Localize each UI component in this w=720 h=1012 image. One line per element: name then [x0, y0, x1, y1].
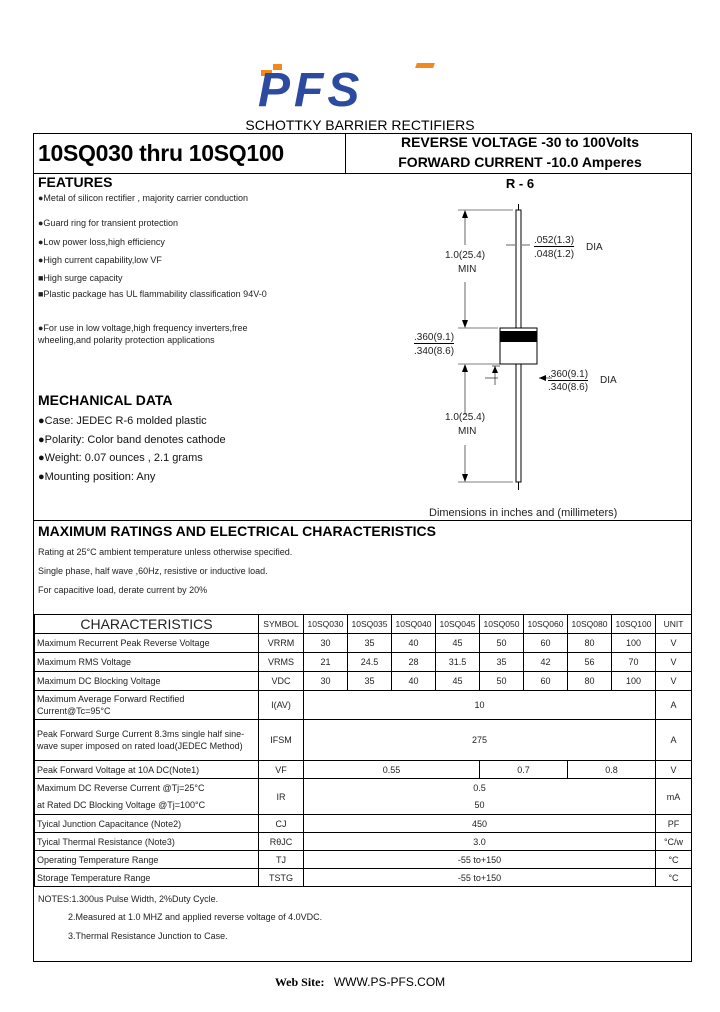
row-value: 50 — [304, 797, 656, 815]
header-model: 10SQ035 — [348, 615, 392, 634]
row-unit: V — [656, 672, 692, 691]
row-label: Maximum RMS Voltage — [35, 653, 259, 672]
feature-item: ●For use in low voltage,high frequency inverters,free wheeling,and polarity protection applications — [38, 323, 248, 345]
header-model: 10SQ100 — [612, 615, 656, 634]
ratings-table — [34, 614, 692, 887]
row-value: 0.5 — [304, 779, 656, 797]
lead2-length-top: 1.0(25.4) — [445, 412, 486, 423]
table-row — [35, 833, 692, 851]
row-unit: °C/w — [656, 833, 692, 851]
row-value: 56 — [568, 653, 612, 672]
row-value: 40 — [392, 634, 436, 653]
footnote: NOTES:1.300us Pulse Width, 2%Duty Cycle. — [38, 894, 219, 904]
body-dia-min: .340(8.6) — [548, 382, 589, 393]
row-value: 70 — [612, 653, 656, 672]
row-value: 45 — [436, 672, 480, 691]
row-symbol: CJ — [259, 815, 304, 833]
row-symbol: IR — [259, 779, 304, 815]
table-row — [35, 720, 692, 761]
website-footer — [0, 975, 720, 990]
row-label: Maximum DC Reverse Current @Tj=25°C — [35, 779, 259, 797]
footnote: 2.Measured at 1.0 MHZ and applied reverse voltage of 4.0VDC. — [68, 912, 323, 922]
row-label: Tyical Thermal Resistance (Note3) — [35, 833, 259, 851]
mechanical-item: ●Mounting position: Any — [38, 471, 156, 483]
forward-current-spec: FORWARD CURRENT -10.0 Amperes — [398, 154, 642, 170]
row-value: 35 — [348, 672, 392, 691]
table-row — [35, 779, 692, 797]
row-value: 10 — [304, 691, 656, 720]
row-unit: A — [656, 691, 692, 720]
website-label: Web Site: — [274, 975, 325, 989]
feature-item: ●Guard ring for transient protection — [38, 218, 179, 228]
row-unit: PF — [656, 815, 692, 833]
row-value: 40 — [392, 672, 436, 691]
row-symbol: TSTG — [259, 869, 304, 887]
row-value: 275 — [304, 720, 656, 761]
row-label: Storage Temperature Range — [35, 869, 259, 887]
row-unit: °C — [656, 869, 692, 887]
row-value: -55 to+150 — [304, 869, 656, 887]
row-value: 450 — [304, 815, 656, 833]
table-row — [35, 851, 692, 869]
body-dia-max: .360(9.1) — [548, 369, 589, 380]
website-url[interactable]: WWW.PS-PFS.COM — [333, 975, 446, 989]
body-length-min: .340(8.6) — [414, 346, 455, 357]
reverse-voltage-spec: REVERSE VOLTAGE -30 to 100Volts — [400, 134, 640, 150]
lead2-length-min: MIN — [458, 426, 477, 437]
pfs-logo — [258, 60, 440, 110]
row-value: 21 — [304, 653, 348, 672]
dimensions-caption: Dimensions in inches and (millimeters) — [429, 507, 618, 519]
lead-dia-label: DIA — [586, 242, 603, 253]
diode-outline-drawing — [380, 190, 680, 500]
header-model: 10SQ080 — [568, 615, 612, 634]
row-unit: mA — [656, 779, 692, 815]
row-symbol: VRRM — [259, 634, 304, 653]
row-value: 30 — [304, 634, 348, 653]
row-value: 100 — [612, 634, 656, 653]
table-row — [35, 653, 692, 672]
pfs-logo-graphic — [258, 60, 440, 110]
row-value: 80 — [568, 634, 612, 653]
feature-item: ●Low power loss,high efficiency — [38, 237, 165, 247]
table-header-row — [35, 615, 692, 634]
ratings-note: Rating at 25°C ambient temperature unless otherwise specified. — [38, 547, 293, 557]
mechanical-heading: MECHANICAL DATA — [38, 392, 173, 408]
row-value: 28 — [392, 653, 436, 672]
svg-text:PFS: PFS — [258, 64, 364, 110]
body-length-max: .360(9.1) — [414, 332, 455, 343]
row-value: 50 — [480, 672, 524, 691]
row-value: 0.8 — [568, 761, 656, 779]
mechanical-item: ●Polarity: Color band denotes cathode — [38, 434, 226, 446]
part-range-title: 10SQ030 thru 10SQ100 — [38, 140, 284, 166]
table-row — [35, 691, 692, 720]
package-label: R - 6 — [505, 176, 535, 191]
ratings-divider — [33, 520, 692, 521]
row-symbol: VDC — [259, 672, 304, 691]
row-value: 100 — [612, 672, 656, 691]
document-subtitle: SCHOTTKY BARRIER RECTIFIERS — [245, 117, 475, 133]
header-unit: UNIT — [656, 615, 692, 634]
row-label: Operating Temperature Range — [35, 851, 259, 869]
row-value: 35 — [480, 653, 524, 672]
header-model: 10SQ060 — [524, 615, 568, 634]
row-value: 42 — [524, 653, 568, 672]
row-value: 50 — [480, 634, 524, 653]
row-value: -55 to+150 — [304, 851, 656, 869]
lead-dia-max: .052(1.3) — [534, 235, 575, 246]
table-row — [35, 869, 692, 887]
row-value: 60 — [524, 634, 568, 653]
ratings-heading: MAXIMUM RATINGS AND ELECTRICAL CHARACTERISTICS — [38, 523, 436, 539]
row-value: 24.5 — [348, 653, 392, 672]
row-value: 45 — [436, 634, 480, 653]
row-label: Maximum Recurrent Peak Reverse Voltage — [35, 634, 259, 653]
row-label: Maximum Average Forward Rectified Current@Tc=95°C — [35, 691, 259, 720]
table-row — [35, 672, 692, 691]
package-drawing — [380, 190, 680, 500]
feature-item: ●High current capability,low VF — [38, 255, 162, 265]
lead-length-min: MIN — [458, 264, 477, 275]
table-row — [35, 797, 692, 815]
ratings-note: For capacitive load, derate current by 20% — [38, 585, 208, 595]
lead-dia-min: .048(1.2) — [534, 249, 575, 260]
features-heading: FEATURES — [38, 174, 113, 190]
row-unit: A — [656, 720, 692, 761]
lead-length-top: 1.0(25.4) — [445, 250, 486, 261]
row-label: Peak Forward Surge Current 8.3ms single half sine-wave super imposed on rated load(JEDEC Method) — [35, 720, 259, 761]
row-value: 0.55 — [304, 761, 480, 779]
row-symbol: TJ — [259, 851, 304, 869]
row-value: 30 — [304, 672, 348, 691]
title-divider — [345, 133, 346, 173]
body-dia-label: DIA — [600, 375, 617, 386]
header-model: 10SQ045 — [436, 615, 480, 634]
row-value: 0.7 — [480, 761, 568, 779]
table-row — [35, 634, 692, 653]
mechanical-item: ●Weight: 0.07 ounces , 2.1 grams — [38, 452, 203, 464]
row-value: 60 — [524, 672, 568, 691]
header-divider — [33, 173, 692, 174]
mechanical-item: ●Case: JEDEC R-6 molded plastic — [38, 415, 207, 427]
header-symbol: SYMBOL — [259, 615, 304, 634]
row-label: Maximum DC Blocking Voltage — [35, 672, 259, 691]
table-row — [35, 815, 692, 833]
row-unit: V — [656, 634, 692, 653]
row-symbol: VRMS — [259, 653, 304, 672]
row-value: 3.0 — [304, 833, 656, 851]
feature-item: ■High surge capacity — [38, 273, 123, 283]
row-value: 31.5 — [436, 653, 480, 672]
row-symbol: RθJC — [259, 833, 304, 851]
header-model: 10SQ030 — [304, 615, 348, 634]
row-label: Peak Forward Voltage at 10A DC(Note1) — [35, 761, 259, 779]
row-symbol: I(AV) — [259, 691, 304, 720]
row-unit: V — [656, 761, 692, 779]
row-value: 35 — [348, 634, 392, 653]
header-model: 10SQ040 — [392, 615, 436, 634]
table-row — [35, 761, 692, 779]
feature-item: ●Metal of silicon rectifier , majority carrier conduction — [38, 193, 249, 203]
row-unit: °C — [656, 851, 692, 869]
header-characteristics: CHARACTERISTICS — [35, 615, 259, 634]
header-model: 10SQ050 — [480, 615, 524, 634]
row-symbol: IFSM — [259, 720, 304, 761]
feature-item: ■Plastic package has UL flammability classification 94V-0 — [38, 289, 267, 299]
row-label: at Rated DC Blocking Voltage @Tj=100°C — [35, 797, 259, 815]
footnote: 3.Thermal Resistance Junction to Case. — [68, 931, 228, 941]
row-symbol: VF — [259, 761, 304, 779]
row-unit: V — [656, 653, 692, 672]
ratings-note: Single phase, half wave ,60Hz, resistive or inductive load. — [38, 566, 268, 576]
row-value: 80 — [568, 672, 612, 691]
row-label: Tyical Junction Capacitance (Note2) — [35, 815, 259, 833]
